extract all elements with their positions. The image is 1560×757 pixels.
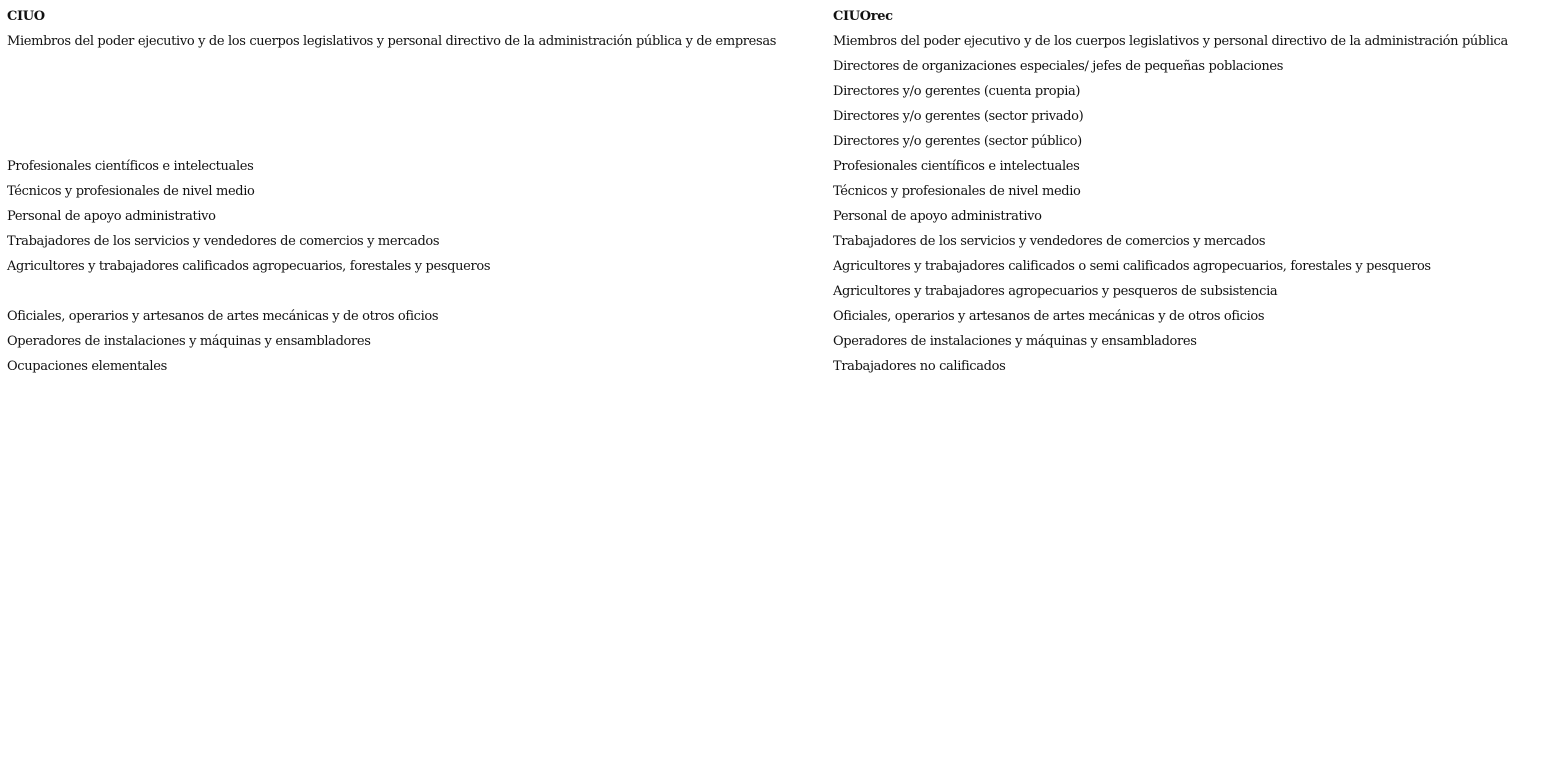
cell-ciuo: Agricultores y trabajadores calificados agropecuarios, forestales y pesqueros: [7, 259, 491, 274]
cell-ciuorec: Trabajadores no calificados: [833, 359, 1006, 374]
cell-ciuo: Trabajadores de los servicios y vendedores de comercios y mercados: [7, 234, 440, 249]
table-row: [3, 279, 1558, 304]
table-row: [3, 304, 1558, 329]
cell-ciuo: Operadores de instalaciones y máquinas y ensambladores: [7, 334, 371, 349]
cell-ciuo: Personal de apoyo administrativo: [7, 209, 216, 224]
cell-ciuorec: Profesionales científicos e intelectuales: [833, 159, 1080, 174]
cell-ciuorec: Operadores de instalaciones y máquinas y ensambladores: [833, 334, 1197, 349]
table-row: [3, 154, 1558, 179]
cell-ciuo: Técnicos y profesionales de nivel medio: [7, 184, 255, 199]
cell-ciuorec: Directores y/o gerentes (cuenta propia): [833, 84, 1081, 99]
cell-ciuo: [3, 79, 829, 104]
cell-ciuorec: Agricultores y trabajadores calificados o semi calificados agropecuarios, forestales y pesqueros: [833, 259, 1431, 274]
cell-ciuo: Ocupaciones elementales: [7, 359, 167, 374]
table-row: [3, 354, 1558, 379]
cell-ciuo: Oficiales, operarios y artesanos de artes mecánicas y de otros oficios: [7, 309, 439, 324]
table-row: [3, 179, 1558, 204]
table-row: [3, 29, 1558, 54]
cell-ciuorec: Oficiales, operarios y artesanos de artes mecánicas y de otros oficios: [833, 309, 1265, 324]
cell-ciuorec: Directores y/o gerentes (sector público): [833, 134, 1082, 149]
header-ciuorec: CIUOrec: [833, 9, 893, 24]
cell-ciuo: Profesionales científicos e intelectuales: [7, 159, 254, 174]
cell-ciuorec: Miembros del poder ejecutivo y de los cuerpos legislativos y personal directivo de la administración pública: [833, 34, 1508, 49]
cell-ciuo: [3, 54, 829, 79]
cell-ciuo: [3, 129, 829, 154]
table-row: [3, 104, 1558, 129]
ciuo-mapping-table: [3, 4, 1558, 379]
cell-ciuorec: Agricultores y trabajadores agropecuarios y pesqueros de subsistencia: [833, 284, 1278, 299]
table-row: [3, 129, 1558, 154]
table-row: [3, 229, 1558, 254]
cell-ciuorec: Técnicos y profesionales de nivel medio: [833, 184, 1081, 199]
table-row: [3, 204, 1558, 229]
cell-ciuo: [3, 104, 829, 129]
cell-ciuorec: Trabajadores de los servicios y vendedores de comercios y mercados: [833, 234, 1266, 249]
table-row: [3, 254, 1558, 279]
table-row: [3, 79, 1558, 104]
cell-ciuo: [3, 279, 829, 304]
cell-ciuo: Miembros del poder ejecutivo y de los cuerpos legislativos y personal directivo de la administración pública y de empresas: [7, 34, 777, 49]
cell-ciuorec: Personal de apoyo administrativo: [833, 209, 1042, 224]
table-row: [3, 329, 1558, 354]
header-ciuo: CIUO: [7, 9, 45, 24]
cell-ciuorec: Directores de organizaciones especiales/ jefes de pequeñas poblaciones: [833, 59, 1284, 74]
table-row: [3, 54, 1558, 79]
header-row: [3, 4, 1558, 29]
cell-ciuorec: Directores y/o gerentes (sector privado): [833, 109, 1084, 124]
